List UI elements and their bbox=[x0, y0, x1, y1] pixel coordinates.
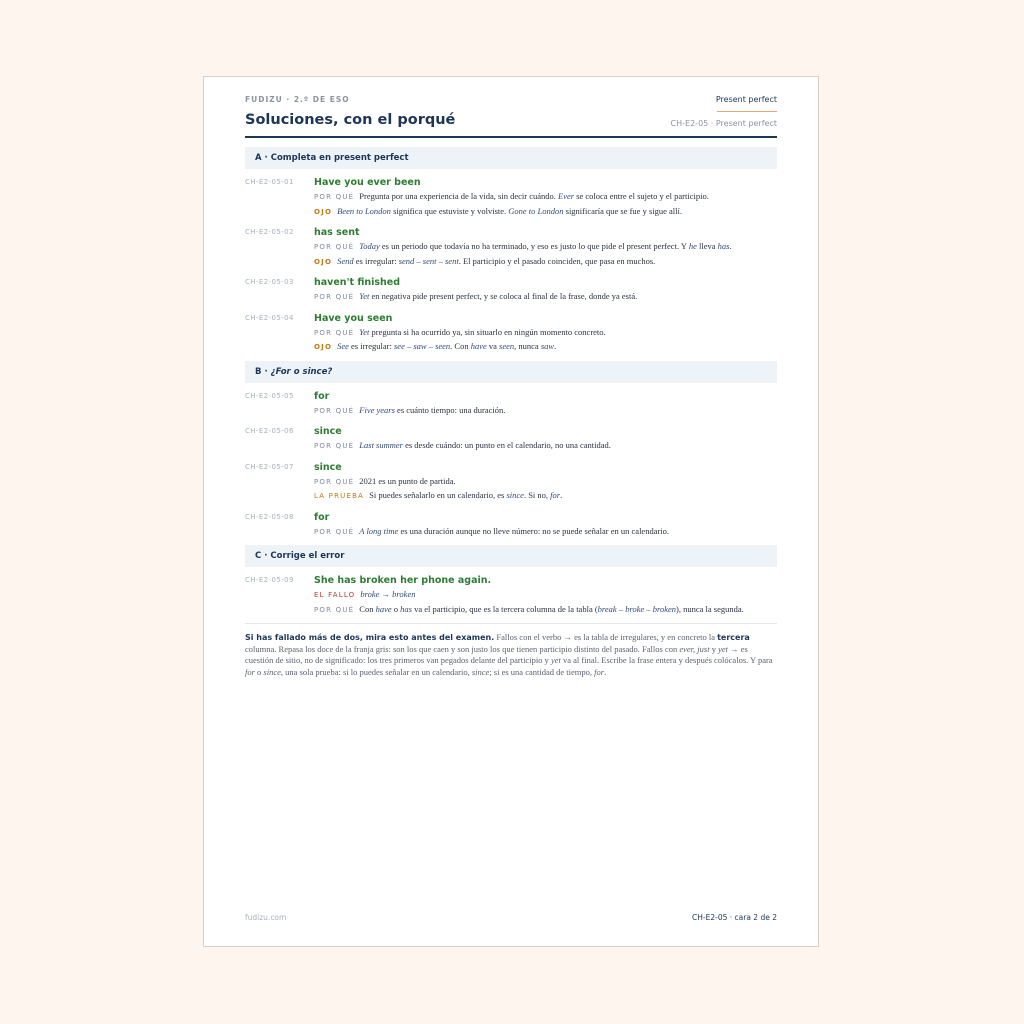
text: have bbox=[470, 341, 487, 351]
porque-line bbox=[314, 190, 777, 205]
text: → es cuestión de sitio, no de significado: los tres primeros van pegados delante del participio y bbox=[245, 643, 748, 665]
text: . bbox=[554, 341, 557, 351]
summary-lead: Si has fallado más de dos, mira esto antes del examen. bbox=[245, 633, 495, 642]
text: Send bbox=[337, 255, 354, 266]
item-answer: since bbox=[314, 461, 342, 473]
text: significaría que se fue y sigue allí. bbox=[563, 205, 683, 216]
text: lleva bbox=[696, 241, 718, 251]
text: va al final. Escribe la frase entera y después colócalos. Y para bbox=[560, 655, 773, 665]
text: see – saw – seen bbox=[393, 341, 451, 351]
item-answer: She has broken her phone again. bbox=[314, 575, 492, 586]
text: . bbox=[604, 666, 607, 677]
item-code: CH-E2-05-06 bbox=[245, 427, 294, 435]
porque-label: POR QUÉ bbox=[314, 243, 355, 251]
item-answer: haven't finished bbox=[314, 277, 401, 288]
porque-line bbox=[314, 240, 777, 255]
section-c-header: C · Corrige el error bbox=[245, 545, 777, 567]
text: pregunta si ha ocurrido ya, sin situarlo en ningún momento concreto. bbox=[369, 326, 606, 337]
text: . bbox=[560, 490, 563, 500]
list-item bbox=[245, 225, 777, 269]
text: break – broke – broken bbox=[597, 603, 677, 614]
text: o bbox=[391, 603, 401, 614]
porque-line bbox=[314, 290, 777, 305]
porque-label: POR QUÉ bbox=[314, 293, 355, 301]
prueba-line bbox=[314, 489, 777, 504]
text: broke → broken bbox=[360, 589, 416, 599]
porque-label: POR QUÉ bbox=[314, 406, 355, 415]
text: Yet bbox=[359, 291, 370, 301]
text: Fallos con el verbo → es la tabla de irregulares, y en concreto la bbox=[494, 632, 718, 642]
text: es una duración aunque no lleve número: no se puede señalar en un calendario. bbox=[398, 525, 670, 536]
text: Today bbox=[359, 241, 380, 251]
text: Yet bbox=[359, 326, 370, 337]
text: since bbox=[471, 666, 490, 677]
porque-label: POR QUÉ bbox=[314, 193, 355, 201]
footer-site[interactable]: fudizu.com bbox=[245, 913, 287, 922]
text: . El participio y el pasado coinciden, que pasa en muchos. bbox=[458, 255, 656, 266]
text: se coloca entre el sujeto y el participio. bbox=[574, 191, 709, 201]
text: seen bbox=[499, 341, 515, 351]
porque-label: POR QUÉ bbox=[314, 328, 355, 337]
porque-label: POR QUÉ bbox=[314, 477, 355, 486]
text: for bbox=[594, 666, 605, 677]
text: significa que estuviste y volviste. bbox=[390, 205, 509, 216]
text: since bbox=[506, 490, 524, 500]
solutions-content bbox=[245, 147, 777, 678]
text: ; si es una cantidad de tiempo, bbox=[489, 666, 595, 677]
text: yet bbox=[550, 655, 561, 665]
ojo-line bbox=[314, 340, 777, 355]
item-code: CH-E2-05-09 bbox=[245, 576, 294, 584]
item-answer: for bbox=[314, 511, 330, 523]
text: ), nunca la segunda. bbox=[676, 603, 744, 614]
prueba-label: LA PRUEBA bbox=[314, 492, 365, 500]
text: va bbox=[486, 341, 500, 351]
text: Five years bbox=[359, 404, 395, 415]
text: es cuánto tiempo: una duración. bbox=[394, 404, 506, 415]
text: for bbox=[550, 490, 561, 500]
ojo-label: OJO bbox=[314, 257, 333, 266]
text: See bbox=[337, 341, 349, 351]
item-answer: Have you seen bbox=[314, 312, 393, 324]
text: o bbox=[254, 666, 264, 677]
text: , nunca bbox=[514, 341, 541, 351]
ojo-line bbox=[314, 205, 777, 220]
text: , una sola prueba: si lo puedes señalar en un calendario, bbox=[280, 666, 472, 677]
text: y bbox=[709, 643, 719, 654]
porque-label: POR QUÉ bbox=[314, 605, 355, 614]
text: . Con bbox=[450, 341, 471, 351]
topic-label: Present perfect bbox=[715, 95, 777, 104]
list-item bbox=[245, 424, 777, 454]
section-a-header: A · Completa en present perfect bbox=[245, 147, 777, 169]
porque-line bbox=[314, 525, 777, 540]
porque-line bbox=[314, 404, 777, 419]
list-item bbox=[245, 510, 777, 540]
section-b-header bbox=[245, 361, 777, 383]
text: Been to London bbox=[337, 205, 391, 216]
text: Last summer bbox=[359, 440, 403, 450]
list-item bbox=[245, 573, 777, 617]
divider bbox=[245, 623, 777, 624]
list-item bbox=[245, 275, 777, 305]
text: A long time bbox=[359, 525, 399, 536]
porque-line bbox=[314, 326, 777, 341]
ojo-label: OJO bbox=[314, 207, 333, 216]
text: va el participio, que es la tercera columna de la tabla ( bbox=[411, 603, 598, 614]
item-code: CH-E2-05-08 bbox=[245, 512, 294, 521]
text: 2021 es un punto de partida. bbox=[359, 475, 456, 486]
porque-line bbox=[314, 603, 777, 618]
text: send – sent – sent bbox=[398, 255, 459, 266]
list-item bbox=[245, 460, 777, 504]
item-code: CH-E2-05-05 bbox=[245, 391, 294, 400]
text: he bbox=[688, 241, 697, 251]
item-code: CH-E2-05-04 bbox=[245, 313, 294, 322]
section-title: ¿For o since? bbox=[270, 366, 333, 377]
topic-underline bbox=[717, 111, 777, 112]
item-answer: has sent bbox=[314, 227, 360, 238]
text: tercera bbox=[717, 633, 750, 642]
text: yet bbox=[718, 643, 728, 654]
section-prefix: B · bbox=[255, 366, 271, 377]
text: Ever bbox=[558, 191, 575, 201]
text: has bbox=[400, 603, 412, 614]
text: for bbox=[245, 666, 255, 677]
fallo-label: EL FALLO bbox=[314, 591, 356, 599]
list-item bbox=[245, 311, 777, 355]
fallo-line bbox=[314, 588, 777, 603]
footer-page-indicator: CH-E2-05 · cara 2 de 2 bbox=[692, 913, 777, 922]
list-item bbox=[245, 175, 777, 219]
list-item bbox=[245, 389, 777, 419]
text: es un periodo que todavía no ha terminado, y eso es justo lo que pide el present perfect. Y bbox=[379, 241, 689, 251]
text: have bbox=[375, 603, 392, 614]
text: en negativa pide present perfect, y se coloca al final de la frase, donde ya está. bbox=[369, 291, 638, 301]
brand-label: FUDIZU · 2.º DE ESO bbox=[245, 95, 350, 104]
item-answer: since bbox=[314, 426, 342, 437]
item-code: CH-E2-05-07 bbox=[245, 462, 294, 471]
porque-label: POR QUÉ bbox=[314, 442, 355, 450]
summary-paragraph bbox=[245, 632, 777, 678]
text: Gone to London bbox=[508, 205, 564, 216]
item-code: CH-E2-05-02 bbox=[245, 228, 294, 236]
item-answer: for bbox=[314, 390, 330, 402]
item-code: CH-E2-05-03 bbox=[245, 278, 294, 286]
text: columna. Repasa los doce de la franja gris: son los que caen y son justo los que tienen participio distinto del pasado. Fallos con bbox=[245, 643, 680, 654]
ojo-line bbox=[314, 255, 777, 270]
text: . Si no, bbox=[523, 490, 551, 500]
text: Si puedes señalarlo en un calendario, es bbox=[369, 490, 507, 500]
header-rule bbox=[245, 136, 777, 138]
ojo-label: OJO bbox=[314, 343, 333, 351]
item-answer: Have you ever been bbox=[314, 177, 421, 188]
worksheet-code: CH-E2-05 · Present perfect bbox=[670, 119, 777, 128]
text: Pregunta por una experiencia de la vida, sin decir cuándo. bbox=[359, 191, 559, 201]
text: Con bbox=[359, 603, 376, 614]
text: es desde cuándo: un punto en el calendario, no una cantidad. bbox=[402, 440, 611, 450]
worksheet-page bbox=[203, 76, 819, 947]
text: es irregular: bbox=[353, 255, 399, 266]
item-code: CH-E2-05-01 bbox=[245, 178, 294, 186]
text: ever, just bbox=[679, 643, 710, 654]
text: . bbox=[729, 241, 732, 251]
text: saw bbox=[540, 341, 555, 351]
porque-line bbox=[314, 475, 777, 490]
porque-line bbox=[314, 439, 777, 454]
text: es irregular: bbox=[348, 341, 394, 351]
porque-label: POR QUÉ bbox=[314, 527, 355, 536]
text: since bbox=[263, 666, 281, 677]
page-title: Soluciones, con el porqué bbox=[245, 112, 456, 128]
text: has bbox=[717, 241, 730, 251]
